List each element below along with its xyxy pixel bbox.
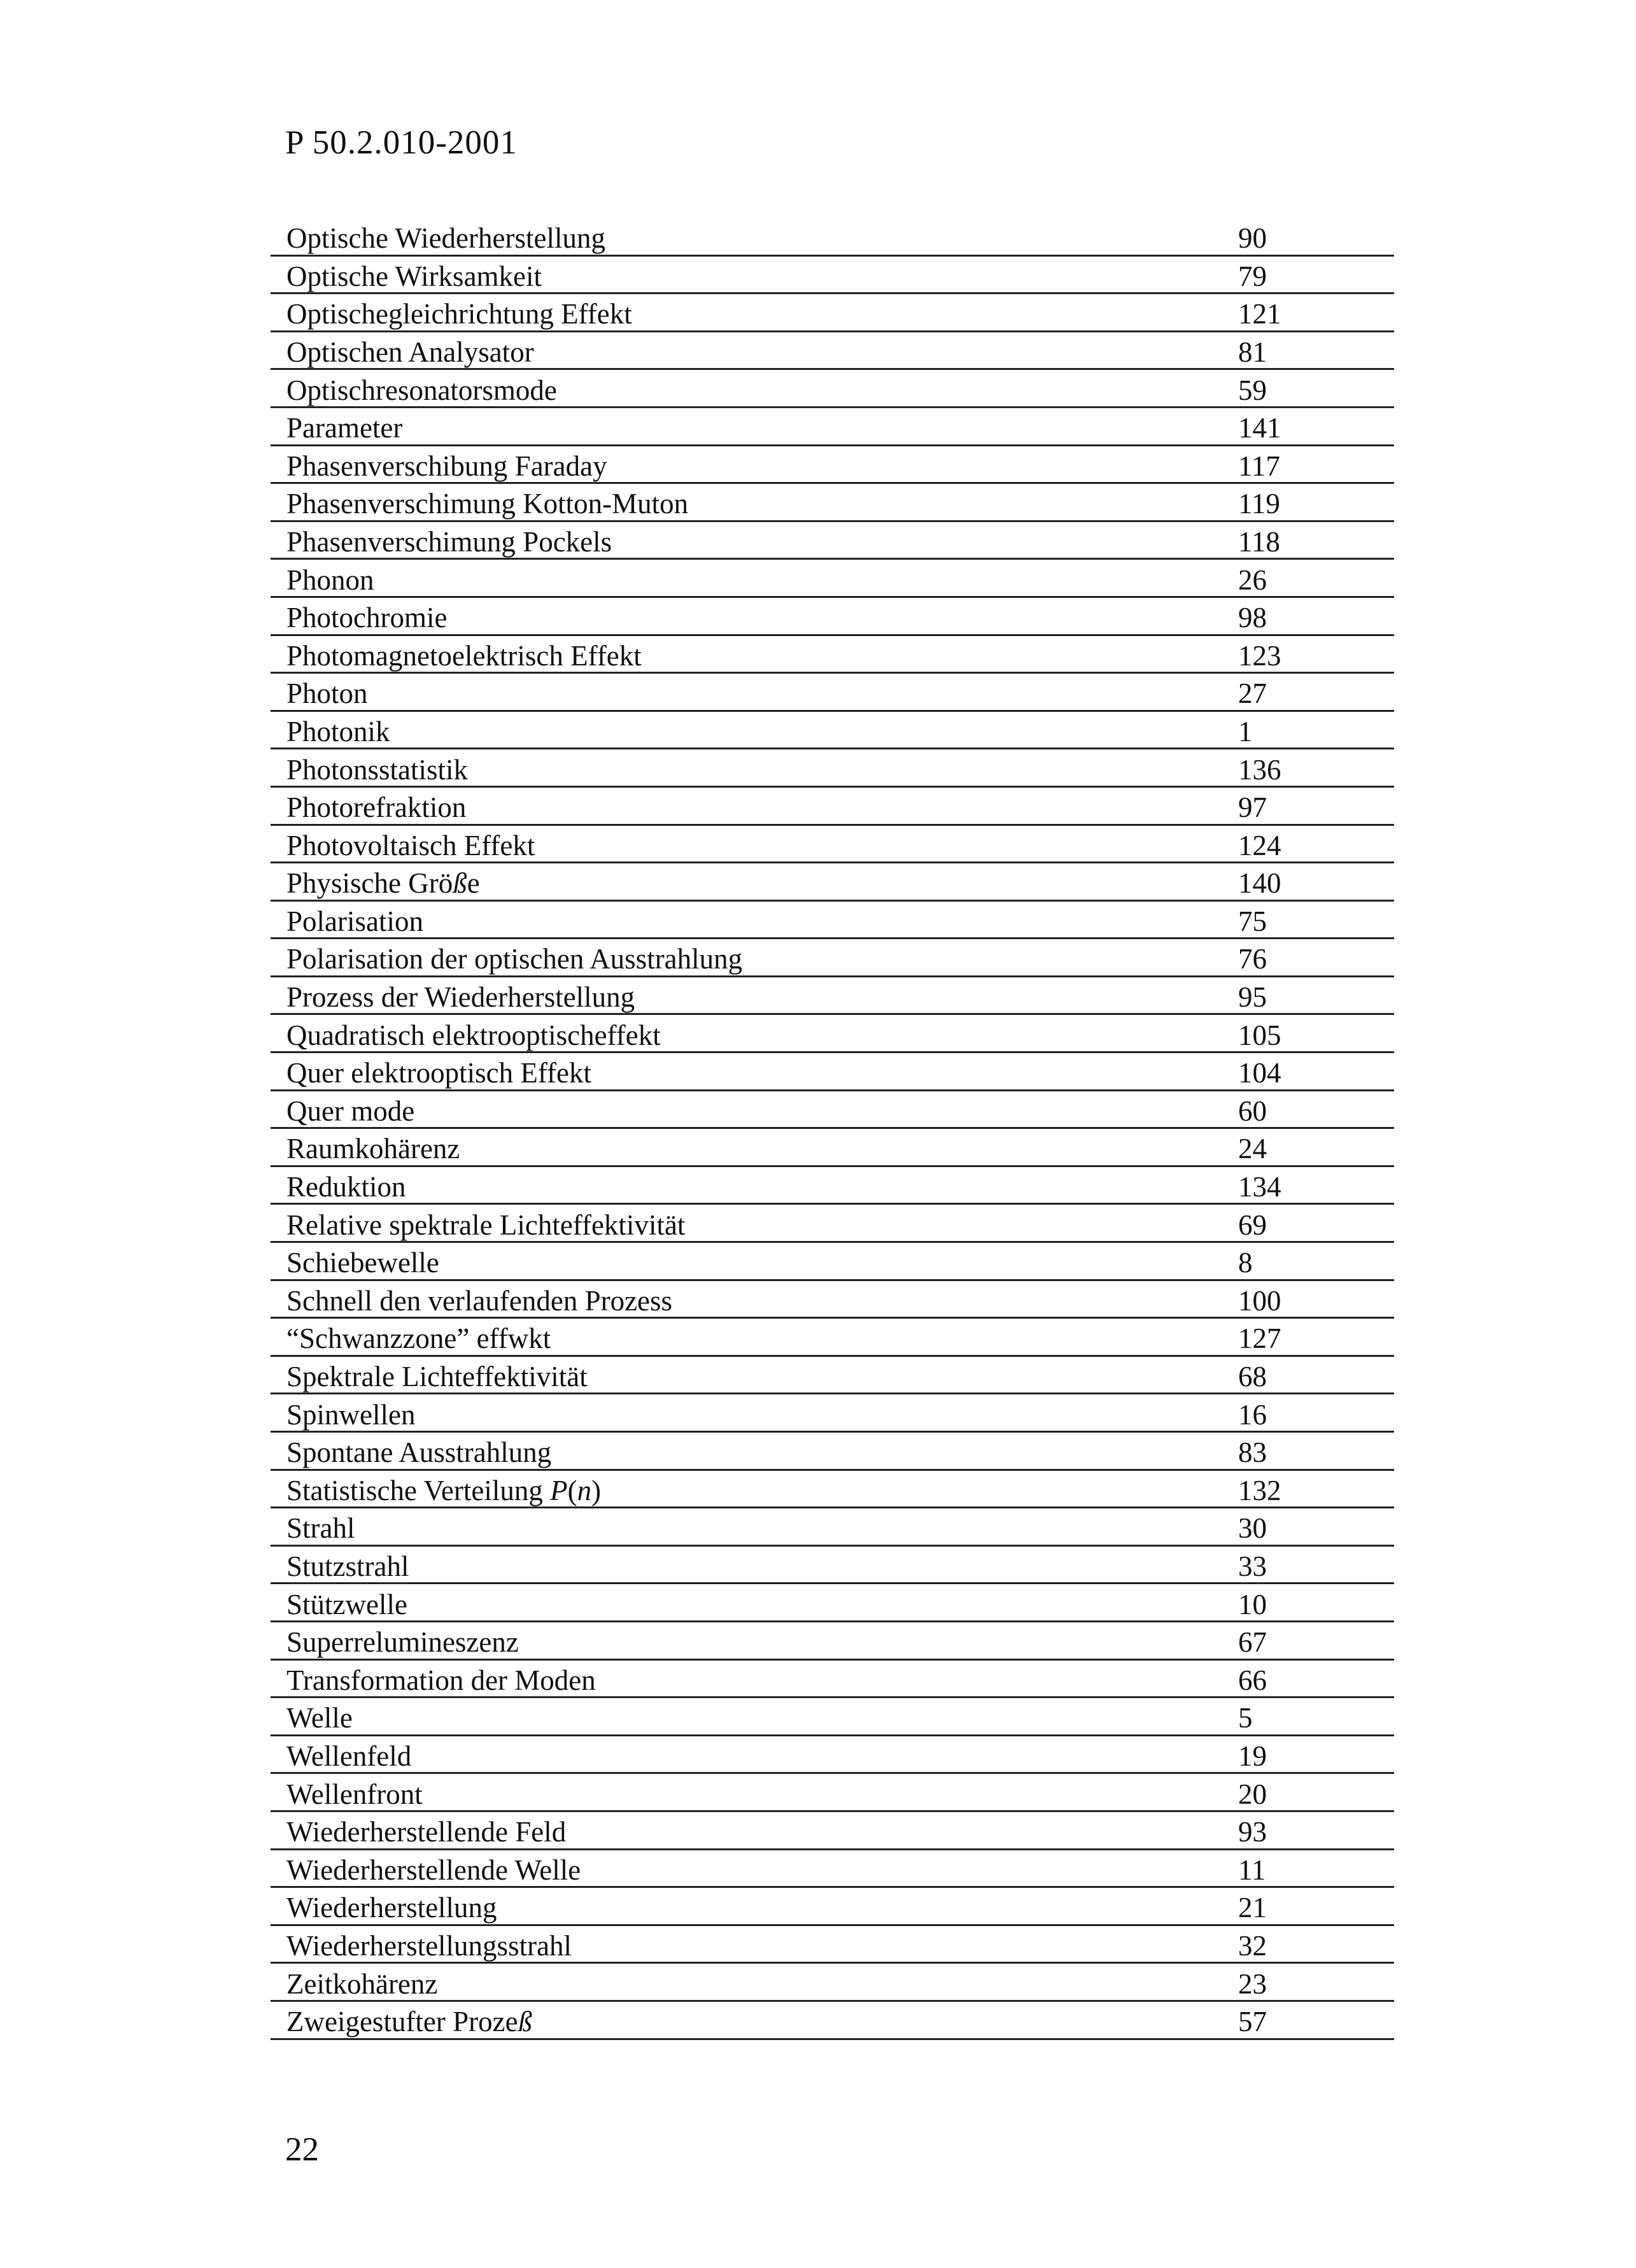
index-row [271, 1243, 1394, 1281]
index-page-ref: 30 [1238, 1512, 1267, 1545]
index-row [271, 1661, 1394, 1699]
index-term: Stutzstrahl [286, 1550, 409, 1582]
index-page-ref: 10 [1238, 1588, 1267, 1620]
index-row [271, 1850, 1394, 1889]
index-row [271, 2002, 1394, 2040]
index-page-ref: 1 [1238, 715, 1253, 748]
index-row [271, 598, 1394, 636]
index-page-ref: 59 [1238, 374, 1267, 406]
index-term: Polarisation der optischen Ausstrahlung [286, 943, 743, 975]
index-term: Welle [286, 1702, 353, 1734]
index-term: Spinwellen [286, 1398, 416, 1431]
index-term: Optische Wirksamkeit [286, 260, 542, 292]
index-page-ref: 119 [1238, 488, 1280, 520]
index-row [271, 1736, 1394, 1775]
index-row [271, 636, 1394, 674]
index-term: Photomagnetoelektrisch Effekt [286, 639, 642, 672]
index-page-ref: 134 [1238, 1171, 1281, 1203]
index-page-ref: 100 [1238, 1284, 1281, 1317]
index-term: Reduktion [286, 1171, 406, 1203]
index-page-ref: 117 [1238, 450, 1280, 482]
index-page-ref: 123 [1238, 639, 1281, 672]
index-row [271, 826, 1394, 864]
index-row [271, 446, 1394, 485]
index-term: Photonsstatistik [286, 753, 469, 786]
index-row [271, 1394, 1394, 1433]
index-term: Phasenverschibung Faraday [286, 450, 607, 482]
index-page-ref: 79 [1238, 260, 1267, 292]
index-term: Phasenverschimung Kotton-Muton [286, 488, 689, 520]
index-page-ref: 60 [1238, 1095, 1267, 1127]
index-row [271, 1698, 1394, 1736]
index-row [271, 788, 1394, 826]
index-page-ref: 32 [1238, 1929, 1267, 1962]
index-page-ref: 24 [1238, 1133, 1267, 1165]
index-page-ref: 97 [1238, 791, 1267, 824]
index-term: “Schwanzzone” effwkt [286, 1322, 551, 1355]
index-term: Optischen Analysator [286, 336, 534, 368]
index-row [271, 1508, 1394, 1547]
index-row [271, 1888, 1394, 1926]
index-row [271, 1319, 1394, 1357]
index-row [271, 1167, 1394, 1205]
index-row [271, 218, 1394, 257]
index-term: Strahl [286, 1512, 355, 1545]
index-term: Zweigestufter Prozeß [286, 2006, 533, 2038]
index-term: Schnell den verlaufenden Prozess [286, 1284, 673, 1317]
index-row [271, 1357, 1394, 1395]
index-term: Optischegleichrichtung Effekt [286, 298, 632, 330]
index-term: Optischresonatorsmode [286, 374, 557, 406]
index-row [271, 1205, 1394, 1243]
index-row [271, 1926, 1394, 1964]
index-term: Wiederherstellungsstrahl [286, 1929, 572, 1962]
index-page-ref: 90 [1238, 222, 1267, 255]
index-row [271, 712, 1394, 750]
index-row [271, 1812, 1394, 1850]
index-term: Spektrale Lichteffektivität [286, 1361, 588, 1393]
index-page-ref: 76 [1238, 943, 1267, 975]
index-term: Photorefraktion [286, 791, 467, 824]
index-row [271, 1547, 1394, 1585]
index-term: Phonon [286, 563, 374, 596]
index-row [271, 1774, 1394, 1812]
index-page-ref: 66 [1238, 1664, 1267, 1696]
index-page-ref: 141 [1238, 412, 1281, 444]
index-row [271, 484, 1394, 522]
index-page-ref: 93 [1238, 1816, 1267, 1848]
index-row [271, 1053, 1394, 1091]
index-term: Parameter [286, 412, 403, 444]
index-row [271, 749, 1394, 788]
index-term: Superrelumineszenz [286, 1626, 519, 1659]
index-term: Wellenfront [286, 1778, 423, 1810]
index-page-ref: 23 [1238, 1967, 1267, 2000]
index-row [271, 939, 1394, 977]
index-row [271, 294, 1394, 332]
index-page-ref: 136 [1238, 753, 1281, 786]
index-row [271, 257, 1394, 295]
index-page-ref: 104 [1238, 1057, 1281, 1089]
index-term: Wellenfeld [286, 1740, 412, 1772]
index-term: Raumkohärenz [286, 1133, 460, 1165]
index-page-ref: 16 [1238, 1398, 1267, 1431]
index-term: Schiebewelle [286, 1247, 439, 1279]
index-page-ref: 98 [1238, 602, 1267, 634]
index-page-ref: 95 [1238, 981, 1267, 1014]
index-page-ref: 118 [1238, 525, 1280, 558]
index-term: Prozess der Wiederherstellung [286, 981, 635, 1014]
index-row [271, 1281, 1394, 1319]
index-page-ref: 83 [1238, 1436, 1267, 1469]
index-term: Quer elektrooptisch Effekt [286, 1057, 592, 1089]
index-row [271, 1433, 1394, 1471]
index-page-ref: 132 [1238, 1474, 1281, 1506]
index-row [271, 863, 1394, 902]
document-code: P 50.2.010-2001 [285, 124, 518, 161]
index-row [271, 674, 1394, 712]
index-page-ref: 127 [1238, 1322, 1281, 1355]
index-page-ref: 67 [1238, 1626, 1267, 1659]
index-term: Optische Wiederherstellung [286, 222, 605, 255]
index-page-ref: 21 [1238, 1892, 1267, 1924]
term-index-table [271, 218, 1394, 2040]
index-row [271, 560, 1394, 598]
index-term: Statistische Verteilung P(n) [286, 1474, 602, 1506]
index-page-ref: 5 [1238, 1702, 1253, 1734]
index-term: Spontane Ausstrahlung [286, 1436, 552, 1469]
index-page-ref: 11 [1238, 1853, 1266, 1886]
index-row [271, 1129, 1394, 1167]
index-row [271, 332, 1394, 371]
index-term: Wiederherstellende Feld [286, 1816, 567, 1848]
index-page-ref: 124 [1238, 829, 1281, 861]
index-page-ref: 26 [1238, 563, 1267, 596]
index-term: Zeitkohärenz [286, 1967, 438, 2000]
page-number: 22 [285, 2131, 319, 2168]
index-row [271, 408, 1394, 446]
index-row [271, 1015, 1394, 1053]
index-row [271, 1091, 1394, 1130]
index-row [271, 977, 1394, 1016]
index-page-ref: 57 [1238, 2006, 1267, 2038]
index-page-ref: 121 [1238, 298, 1281, 330]
index-page-ref: 27 [1238, 677, 1267, 710]
index-term: Photochromie [286, 602, 448, 634]
index-term: Photonik [286, 715, 390, 748]
index-term: Polarisation [286, 905, 423, 937]
index-term: Wiederherstellende Welle [286, 1853, 581, 1886]
index-term: Physische Größe [286, 867, 480, 900]
index-page-ref: 33 [1238, 1550, 1267, 1582]
index-row [271, 1584, 1394, 1622]
index-term: Wiederherstellung [286, 1892, 497, 1924]
index-row [271, 902, 1394, 940]
index-page-ref: 81 [1238, 336, 1267, 368]
index-row [271, 1964, 1394, 2002]
index-page-ref: 105 [1238, 1019, 1281, 1051]
index-row [271, 522, 1394, 560]
index-term: Relative spektrale Lichteffektivität [286, 1208, 686, 1241]
index-term: Photon [286, 677, 368, 710]
index-page-ref: 19 [1238, 1740, 1267, 1772]
index-term: Stützwelle [286, 1588, 407, 1620]
index-page-ref: 20 [1238, 1778, 1267, 1810]
index-term: Phasenverschimung Pockels [286, 525, 612, 558]
index-page-ref: 75 [1238, 905, 1267, 937]
index-page-ref: 68 [1238, 1361, 1267, 1393]
index-page-ref: 69 [1238, 1208, 1267, 1241]
index-page-ref: 8 [1238, 1247, 1253, 1279]
index-page-ref: 140 [1238, 867, 1281, 900]
index-term: Photovoltaisch Effekt [286, 829, 535, 861]
index-row [271, 370, 1394, 408]
index-term: Quer mode [286, 1095, 415, 1127]
index-row [271, 1471, 1394, 1509]
index-row [271, 1622, 1394, 1661]
index-term: Transformation der Moden [286, 1664, 596, 1696]
index-term: Quadratisch elektrooptischeffekt [286, 1019, 661, 1051]
